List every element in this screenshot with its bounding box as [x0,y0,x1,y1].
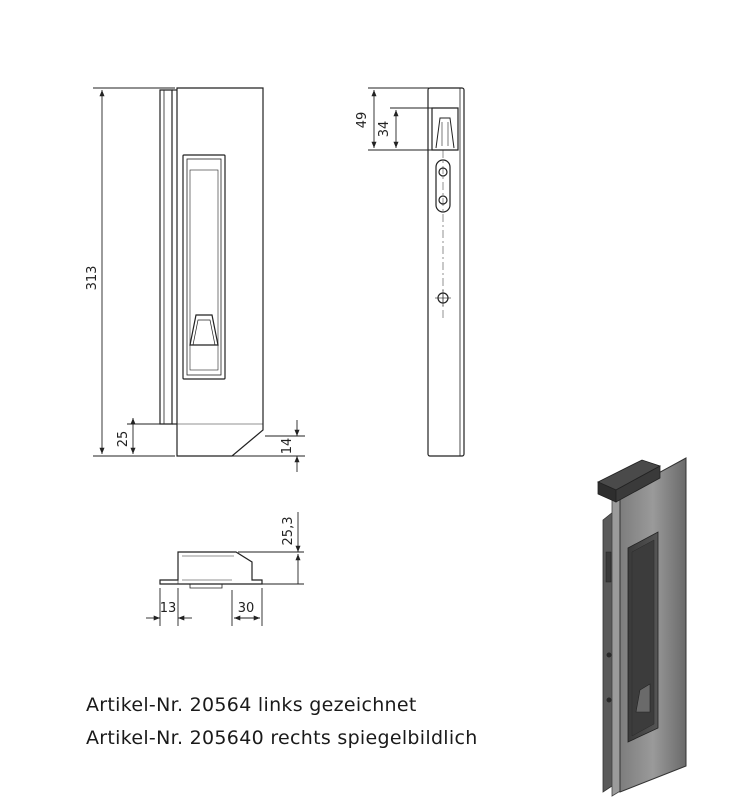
caption-line-1: Artikel-Nr. 20564 links gezeichnet [86,694,417,716]
section-profile [160,552,262,584]
product-render [598,458,686,796]
dim-49-label: 49 [355,111,370,129]
dim-25-3-label: 25,3 [281,516,296,546]
dim-25-label: 25 [116,430,131,448]
dim-34-label: 34 [377,120,392,138]
dim-313 [93,88,175,456]
section-view [160,552,262,588]
front-back-plate [160,90,172,424]
dim-49-34 [368,88,432,150]
dim-13-label: 13 [159,601,177,616]
front-view [160,88,263,456]
dim-313-label: 313 [85,265,100,291]
dim-30-label: 30 [237,601,255,616]
caption-line-2: Artikel-Nr. 205640 rechts spiegelbildlich [86,727,478,749]
side-latch-box [432,108,458,150]
dim-14-label: 14 [280,437,295,455]
side-view [428,88,464,456]
